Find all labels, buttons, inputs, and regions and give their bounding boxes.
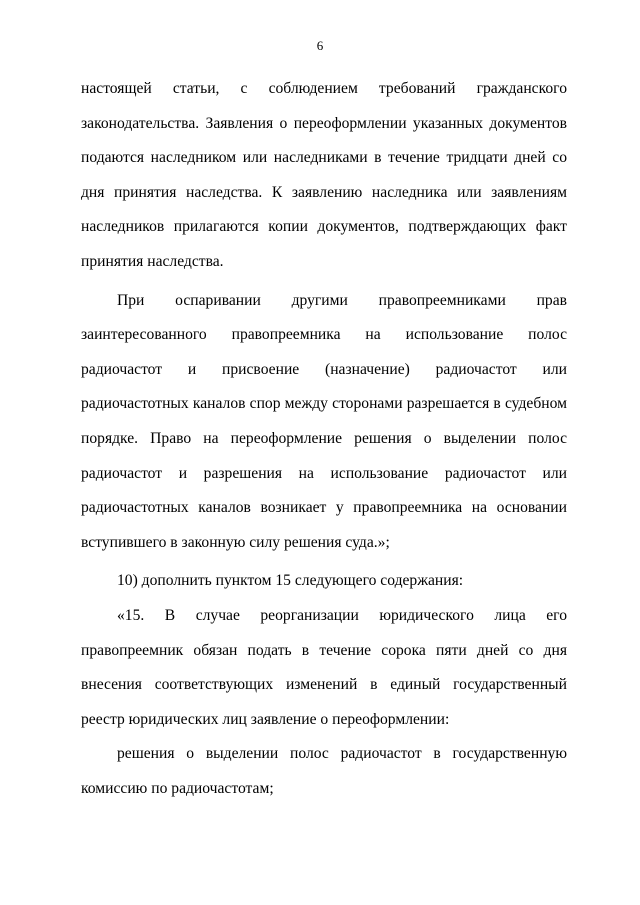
paragraph-inheritance-continuation: настоящей статьи, с соблюдением требований гражданского законодательства. Заявления о переоформлении указанных документов подаются наследником или наследниками в течение тридцати дней со дня принятия наследства. К заявлению наследника или заявлениям наследников прилагаются копии документов, подтверждающих факт принятия наследства.	[81, 80, 567, 270]
document-body	[81, 72, 567, 806]
paragraph-item-10: 10) дополнить пунктом 15 следующего содержания:	[117, 572, 464, 590]
paragraph-frequency-decision: решения о выделении полос радиочастот в государственную комиссию по радиочастотам;	[81, 745, 567, 797]
paragraph-point-15: «15. В случае реорганизации юридического лица его правопреемник обязан подать в течение сорока пяти дней со дня внесения соответствующих изменений в единый государственный реестр юридических лиц заявление о переоформлении:	[81, 606, 567, 728]
paragraph-dispute-resolution: При оспаривании другими правопреемниками прав заинтересованного правопреемника на использование полос радиочастот и присвоение (назначение) радиочастот или радиочастотных каналов спор между сторонами разрешается в судебном порядке. Право на переоформление решения о выделении полос радиочастот и разрешения на использование радиочастот или радиочастотных каналов возникает у правопреемника на основании вступившего в законную силу решения суда.»;	[81, 291, 567, 551]
page-number: 6	[316, 38, 324, 53]
